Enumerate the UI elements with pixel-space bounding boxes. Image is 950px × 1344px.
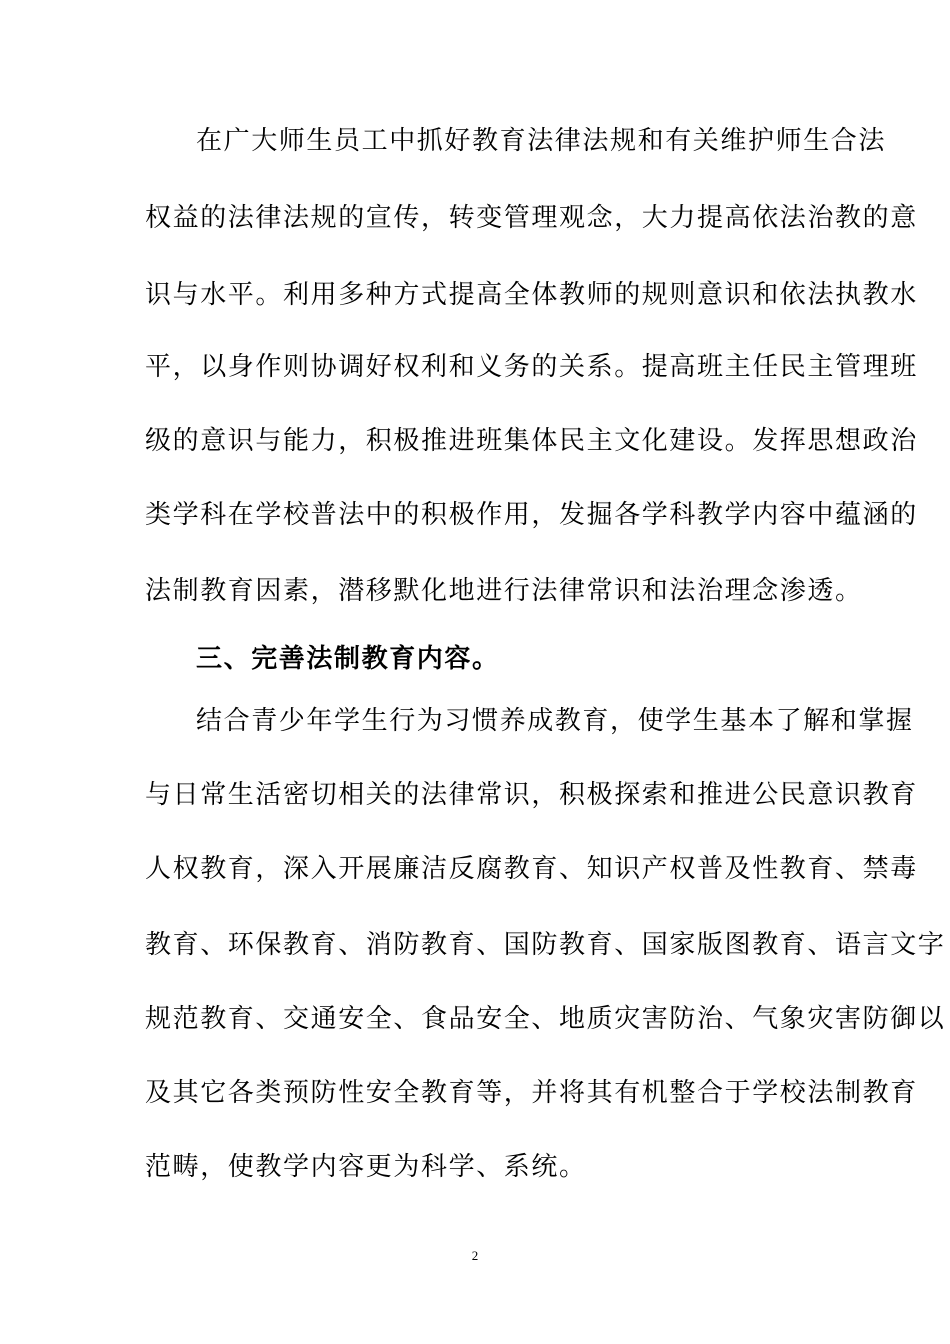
paragraph-line: 结合青少年学生行为习惯养成教育，使学生基本了解和掌握 <box>196 706 914 736</box>
paragraph-line: 范畴，使教学内容更为科学、系统。 <box>145 1152 587 1182</box>
paragraph-line: 教育、环保教育、消防教育、国防教育、国家版图教育、语言文字 <box>145 930 946 960</box>
paragraph-line: 权益的法律法规的宣传，转变管理观念，大力提高依法治教的意 <box>145 203 918 233</box>
paragraph-line: 规范教育、交通安全、食品安全、地质灾害防治、气象灾害防御以 <box>145 1004 946 1034</box>
paragraph-line: 及其它各类预防性安全教育等，并将其有机整合于学校法制教育 <box>145 1078 918 1108</box>
paragraph-line: 与日常生活密切相关的法律常识，积极探索和推进公民意识教育 <box>145 780 918 810</box>
section-heading: 三、完善法制教育内容。 <box>196 644 500 674</box>
page-number: 2 <box>471 1248 479 1263</box>
paragraph-line: 在广大师生员工中抓好教育法律法规和有关维护师生合法 <box>196 126 887 156</box>
paragraph-line: 人权教育，深入开展廉洁反腐教育、知识产权普及性教育、禁毒 <box>145 854 918 884</box>
paragraph-line: 法制教育因素，潜移默化地进行法律常识和法治理念渗透。 <box>145 576 863 606</box>
paragraph-line: 级的意识与能力，积极推进班集体民主文化建设。发挥思想政治 <box>145 426 918 456</box>
paragraph-line: 平，以身作则协调好权利和义务的关系。提高班主任民主管理班 <box>145 352 918 382</box>
paragraph-line: 识与水平。利用多种方式提高全体教师的规则意识和依法执教水 <box>145 280 918 310</box>
paragraph-line: 类学科在学校普法中的积极作用，发掘各学科教学内容中蕴涵的 <box>145 500 918 530</box>
